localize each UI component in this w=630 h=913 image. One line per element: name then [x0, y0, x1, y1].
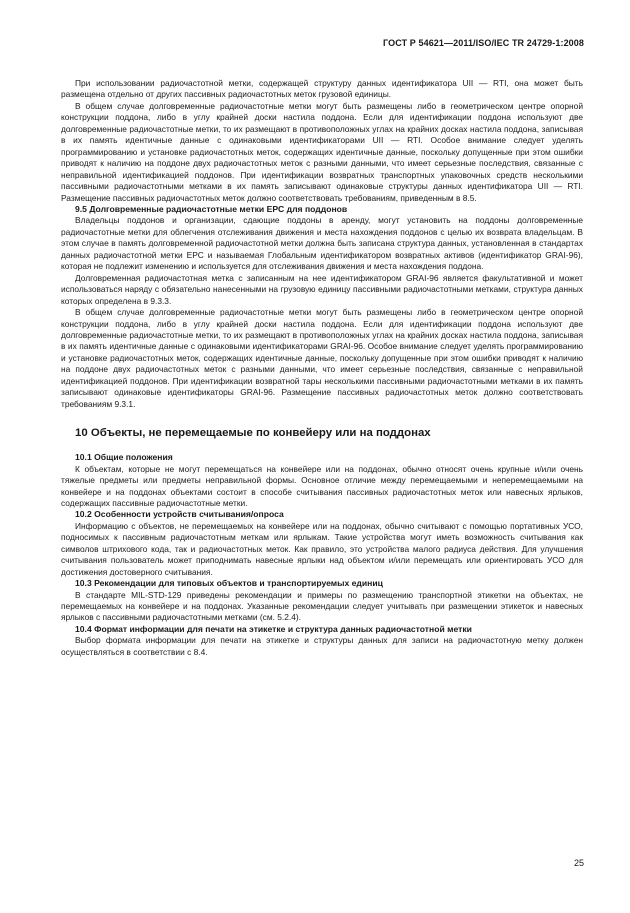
- paragraph: Владельцы поддонов и организации, сдающие поддоны в аренду, могут установить на поддоны долговременные радиочастотные метки для облегчения отслеживания движения и места нахождения поддонов с целью их возврата владельцам. В этом случае в память долговременной радиочастотной метки должна быть записана структура данных, установленная в стандартах данных радиочастотной метки EPC и называемая Глобальным идентификатором возвратных активов (идентификатор GRAI-96), которая не подлежит изменению и используется для отслеживания движения и места нахождения поддона.: [61, 215, 583, 272]
- paragraph: В общем случае долговременные радиочастотные метки могут быть размещены либо в геометрическом центре опорной конструкции поддона, либо в углу крайней доски настила поддона. Если для идентификации поддона используют две долговременные радиочастотные метки, то их размещают в противоположных углах на крайних досках настила поддона, записывая в их память идентичные данные с одинаковыми идентификаторами UII — RTI. Особое внимание следует уделять программированию и установке радиочастотных меток, содержащих идентичные данные, поскольку допущенные при этом ошибки приводят к наличию на поддоне двух радиочастотных меток с разными данными, что имеет серьезные последствия, связанные с неправильной идентификацией поддонов. При идентификации возвратных транспортных упаковочных средств несколькими пассивными радиочастотными метками в их память записывают одинаковые структуры данных идентификатора UII — RTI. Размещение пассивных радиочастотных меток должно соответствовать требованиям, приведенным в 8.5.: [61, 100, 583, 203]
- page-content: [61, 78, 583, 658]
- paragraph: В стандарте MIL-STD-129 приведены рекомендации и примеры по размещению транспортной этикетки на объектах, не перемещаемых на конвейере и на поддонах. Указанные рекомендации следует учитывать при размещении этикеток и навесных ярлыков с пассивными радиочастотными метками (см. 5.2.4).: [61, 589, 583, 623]
- page-number: 25: [573, 858, 584, 868]
- paragraph: Информацию с объектов, не перемещаемых на конвейере или на поддонах, обычно считывают с помощью портативных УСО, подносимых к пассивным радиочастотным меткам или ярлыкам. Такие устройства могут иметь возможность считывания как символов штрихового кода, так и радиочастотных меток. Как правило, это устройства малого радиуса действия. Для улучшения считывания пользователь может приподнимать навесные ярлыки над объектом и/или перемещать или ориентировать УСО для достижения достоверного считывания.: [61, 520, 583, 577]
- section-heading-10-4: 10.4 Формат информации для печати на этикетке и структура данных радиочастотной метки: [75, 623, 472, 634]
- section-heading-10-2: 10.2 Особенности устройств считывания/опроса: [75, 509, 284, 520]
- paragraph: При использовании радиочастотной метки, содержащей структуру данных идентификатора UII — RTI, она может быть размещена отдельно от других пассивных радиочастотных меток грузовой единицы.: [61, 78, 583, 100]
- section-heading-9-5: 9.5 Долговременные радиочастотные метки EPC для поддонов: [75, 203, 348, 214]
- section-heading-10-1: 10.1 Общие положения: [75, 452, 173, 463]
- paragraph: К объектам, которые не могут перемещаться на конвейере или на поддонах, обычно относят очень крупные и/или очень тяжелые предметы или предметы неправильной формы. Основное отличие между перемещаемыми и неперемещаемыми на конвейере и на поддонах объектами состоит в способе считывания пассивных радиочастотных меток или навесных ярлыков, содержащих пассивные радиочастотные метки.: [61, 463, 583, 508]
- section-heading-10: 10 Объекты, не перемещаемые по конвейеру или на поддонах: [75, 427, 431, 440]
- paragraph: Выбор формата информации для печати на этикетке и структуры данных для записи на радиочастотную метку должен осуществляться в соответствии с 8.4.: [61, 635, 583, 657]
- standard-header: ГОСТ Р 54621—2011/ISO/IEC TR 24729-1:2008: [383, 38, 584, 48]
- section-heading-10-3: 10.3 Рекомендации для типовых объектов и транспортируемых единиц: [75, 578, 383, 589]
- paragraph: Долговременная радиочастотная метка с записанным на нее идентификатором GRAI-96 является факультативной и может использоваться наряду с обязательно нанесенными на грузовую единицу пассивными радиочастотными метками, структура данных которых определена в 9.3.3.: [61, 272, 583, 306]
- paragraph: В общем случае долговременные радиочастотные метки могут быть размещены либо в геометрическом центре опорной конструкции поддона, либо в углу крайней доски настила поддона. Если для идентификации поддона используют две долговременные радиочастотные метки, то их размещают в противоположных углах на крайних досках настила поддона, записывая в их память идентичные данные с одинаковыми идентификаторами GRAI-96. Особое внимание следует уделять программированию и установке радиочастотных меток, содержащих идентичные данные, поскольку допущенные при этом ошибки приводят к наличию на поддоне двух радиочастотных меток с разными данными, что имеет серьезные последствия, связанные с неправильной идентификацией поддонов. При идентификации возвратной тары несколькими пассивными радиочастотными метками в их память записывают одинаковые идентификаторы GRAI-96. Размещение пассивных радиочастотных меток должно соответствовать требованиям 9.3.1.: [61, 307, 583, 409]
